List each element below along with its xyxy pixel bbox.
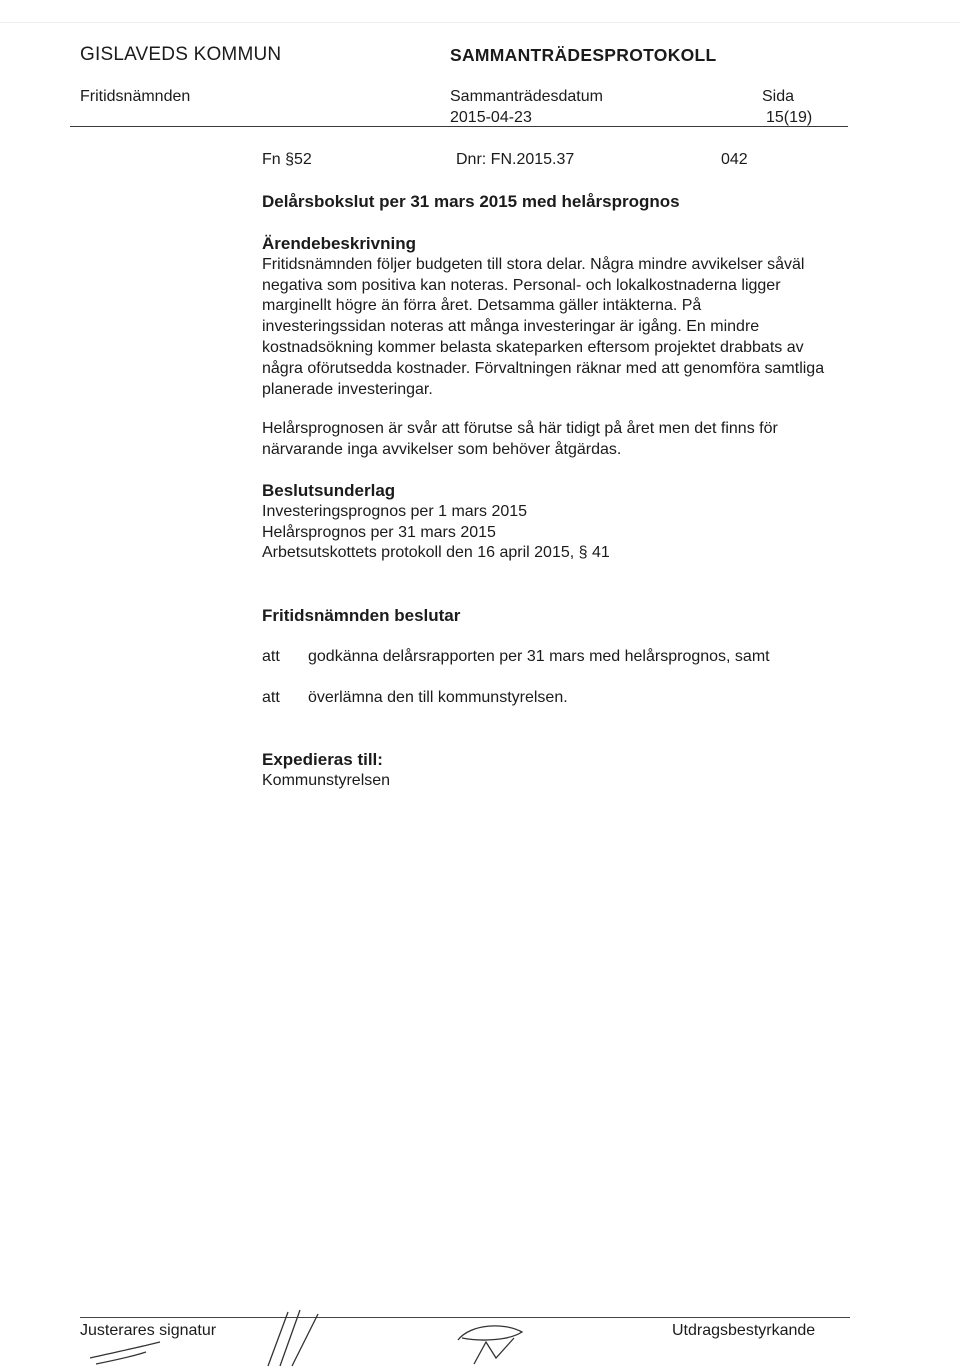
case-description-line: Fritidsnämnden följer budgeten till stora delar. Några mindre avvikelser såväl xyxy=(262,255,805,273)
decision-basis-section xyxy=(262,481,852,564)
case-description-line: marginellt högre än förra året. Detsamma gäller intäkterna. På xyxy=(262,297,702,315)
decision-att: att xyxy=(262,648,280,665)
meeting-date-label: Sammanträdesdatum xyxy=(450,88,603,105)
decision-section xyxy=(262,606,852,627)
decision-heading: Fritidsnämnden beslutar xyxy=(262,606,461,625)
top-edge-line xyxy=(0,22,960,23)
decision-basis-item: Arbetsutskottets protokoll den 16 april 2015, § 41 xyxy=(262,544,610,562)
decision-att: att xyxy=(262,689,280,706)
item-code: 042 xyxy=(721,151,748,168)
signature-scribble xyxy=(452,1318,532,1368)
case-description-section xyxy=(262,234,852,400)
signature-scribble xyxy=(86,1338,166,1368)
case-description-line: negativa som positiva kan noteras. Personal- och lokalkostnaderna ligger xyxy=(262,276,781,294)
signature-scribble xyxy=(258,1306,328,1368)
decision-item: överlämna den till kommunstyrelsen. xyxy=(308,689,568,706)
case-description-line: kostnadsökning kommer belasta skateparken eftersom projektet drabbats av xyxy=(262,338,804,356)
case-description-line: några oförutsedda kostnader. Förvaltningen räknar med att genomföra samtliga xyxy=(262,359,825,377)
committee-name: Fritidsnämnden xyxy=(80,88,191,105)
item-number: Fn §52 xyxy=(262,151,312,168)
decision-item: godkänna delårsrapporten per 31 mars med helårsprognos, samt xyxy=(308,648,770,665)
page-number: 15(19) xyxy=(766,109,813,126)
dispatch-section xyxy=(262,750,852,792)
document-title: Delårsbokslut per 31 mars 2015 med helårsprognos xyxy=(262,192,680,211)
decision-basis-item: Investeringsprognos per 1 mars 2015 xyxy=(262,502,528,520)
page-label: Sida xyxy=(762,88,795,105)
dispatch-recipient: Kommunstyrelsen xyxy=(262,771,391,789)
forecast-line: närvarande inga avvikelser som behöver åtgärdas. xyxy=(262,440,622,458)
forecast-paragraph xyxy=(262,419,852,461)
decision-basis-item: Helårsprognos per 31 mars 2015 xyxy=(262,523,496,541)
dispatch-heading: Expedieras till: xyxy=(262,750,383,769)
case-description-line: planerade investeringar. xyxy=(262,380,433,398)
document-type: SAMMANTRÄDESPROTOKOLL xyxy=(450,45,717,65)
organization-name: GISLAVEDS KOMMUN xyxy=(80,44,282,65)
header-divider xyxy=(70,126,848,127)
meeting-date: 2015-04-23 xyxy=(450,109,532,126)
item-dnr: Dnr: FN.2015.37 xyxy=(456,151,575,168)
adjuster-signature-label: Justerares signatur xyxy=(80,1322,217,1339)
decision-basis-heading: Beslutsunderlag xyxy=(262,481,396,500)
case-description-line: investeringssidan noteras att många investeringar är igång. En mindre xyxy=(262,318,760,336)
case-description-heading: Ärendebeskrivning xyxy=(262,234,416,253)
extract-certification-label: Utdragsbestyrkande xyxy=(672,1322,816,1339)
forecast-line: Helårsprognosen är svår att förutse så här tidigt på året men det finns för xyxy=(262,420,778,437)
